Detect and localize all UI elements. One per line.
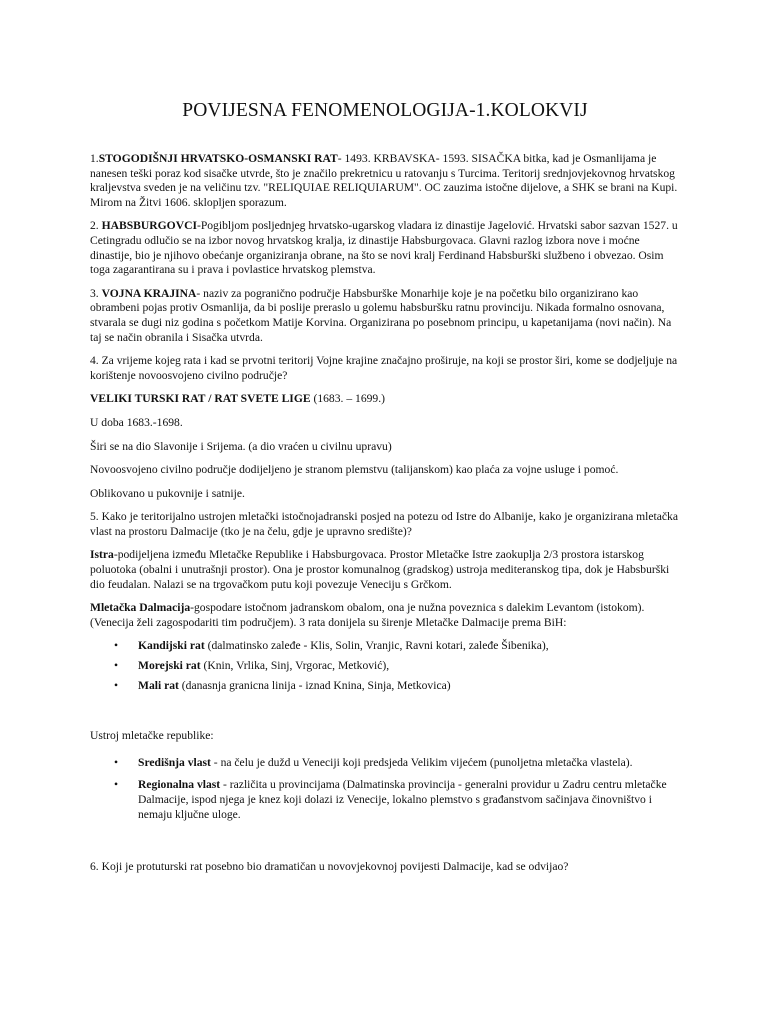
wars-list — [90, 639, 680, 693]
war-term: Morejski rat — [138, 659, 201, 673]
q1-term: STOGODIŠNJI HRVATSKO-OSMANSKI RAT — [98, 152, 338, 165]
vlast-text: - različita u provincijama (Dalmatinska provincija - generalni providur u Zadru centru mletačke Dalmacije, ispod njega je knez koji dolazi iz Venecije, lokalno plemstvo s građanstvom sačinjava činovništvo i nemaju ključne uloge. — [138, 778, 667, 821]
list-item — [90, 756, 680, 771]
bullet-icon: • — [114, 639, 119, 653]
bullet-icon: • — [114, 755, 119, 769]
vlast-term: Središnja vlast — [138, 755, 211, 769]
question-4: 4. Za vrijeme kojeg rata i kad se prvotni teritorij Vojne krajine značajno proširuje, na koji se prostor širi, kome se dodjeljuje na korištenje novoosvojeno civilno područje? — [90, 354, 678, 382]
bullet-icon: • — [114, 678, 119, 692]
vlast-term: Regionalna vlast — [138, 778, 221, 792]
question-5: 5. Kako je teritorijalno ustrojen mletački istočnojadranski posjed na potezu od Istre do Albanije, kako je organizirana mletačka vlast na prostoru Dalmacije (tko je na čelu, gdje je upravno središte)? — [90, 510, 678, 538]
veliki-years: (1683. – 1699.) — [310, 392, 385, 406]
q1-text: - 1493. KRBAVSKA- 1593. SISAČKA bitka, kad je Osmanlijama je nanesen teški poraz kod sisačke utvrde, što je značilo prekretnicu u ratovanju s Turcima. Teritorij srednjovjekovnog hrvatskog kraljevstva sveden je na veličinu tzv. "RELIQUIAE RELIQUIARUM". OC zauzima istočne dijelove, a SHK se brani na Kupi. Mirom na Žitvi 1606. sklopljen sporazum. — [90, 152, 678, 209]
dalmacija-term: Mletačka Dalmacija — [90, 601, 191, 615]
q3-text: - naziv za pogranično područje Habsburške Monarhije koje je na početku bilo organizirano kao obrambeni pojas protiv Osmanlija, da bi poslije preraslo u golemu habsburšku ratnu provinciju. Nikada formalno osnovana, stvarala se dugi niz godina s početkom Matije Korvina. Organizirana po posebnom principu, u kapetanijama (novi način). Na taj se način obranila i Sisačka utvrda. — [90, 286, 672, 344]
q2-term: HABSBURGOVCI — [101, 219, 197, 233]
question-6: 6. Koji je protuturski rat posebno bio dramatičan u novovjekovnoj povijesti Dalmacije, kad se odvijao? — [90, 860, 569, 874]
document-title: POVIJESNA FENOMENOLOGIJA-1.KOLOKVIJ — [182, 100, 588, 121]
list-item — [90, 659, 680, 674]
war-text: (Knin, Vrlika, Sinj, Vrgorac, Metković), — [200, 659, 390, 673]
veliki-line-4: Oblikovano u pukovnije i satnije. — [90, 486, 245, 500]
bullet-icon: • — [114, 659, 119, 673]
war-term: Kandijski rat — [138, 639, 205, 653]
veliki-line-1: U doba 1683.-1698. — [90, 415, 183, 429]
dalmacija-text: -gospodare istočnom jadranskom obalom, ona je nužna poveznica s dalekim Levantom (istokom). (Venecija želi zagospodariti tim područjem). 3 rata donijela su širenje Mletačke Dalmacije prema BiH: — [90, 601, 645, 629]
paragraph-q2 — [90, 219, 680, 277]
ustroj-heading: Ustroj mletačke republike: — [90, 729, 214, 743]
paragraph-istra — [90, 548, 680, 592]
bullet-icon: • — [114, 778, 119, 792]
vlast-list — [90, 756, 680, 822]
q2-text: -Pogibljom posljednjeg hrvatsko-ugarskog vladara iz dinastije Jagelović. Hrvatski sabor sazvan 1527. u Cetingradu odlučio se na izbor novog hrvatskog kralja, iz dinastije Habsburgovaca. Glavni razlog izbora nove i moćne dinastije, bio je njihovo obećanje organiziranja obrane, na što se novi kralj Ferdinand Habsburški službeno i obvezao. Osim toga zagarantirana su i prava i povlastice hrvatskog plemstva. — [90, 219, 678, 277]
istra-text: -podijeljena između Mletačke Republike i Habsburgovaca. Prostor Mletačke Istre zaokuplja 2/3 prostora istarskog poluotoka (obalni i unutrašnji prostor). Ona je prostor komunalnog (gradskog) ustroja mediteranskog tipa, dok je Habsburški dio feudalan. Nalazi se na trgovačkom putu koji povezuje Veneciju s Grčkom. — [90, 548, 670, 591]
paragraph-q1 — [90, 152, 680, 210]
list-item — [90, 778, 680, 822]
veliki-line-2: Širi se na dio Slavonije i Srijema. (a dio vraćen u civilnu upravu) — [90, 439, 392, 453]
war-text: (danasnja granicna linija - iznad Knina, Sinja, Metkovica) — [178, 678, 451, 692]
document-page — [90, 0, 680, 875]
vlast-text: - na čelu je dužd u Veneciji koji predsjeda Velikim vijećem (punoljetna mletačka vlastela). — [210, 755, 633, 769]
list-item — [90, 639, 680, 654]
istra-term: Istra — [90, 548, 114, 562]
veliki-heading-text: VELIKI TURSKI RAT / RAT SVETE LIGE — [90, 392, 311, 406]
war-text: (dalmatinsko zaleđe - Klis, Solin, Vranjic, Ravni kotari, zaleđe Šibenika), — [204, 639, 549, 653]
q3-term: VOJNA KRAJINA — [101, 286, 197, 300]
q3-number: 3. — [90, 286, 99, 300]
paragraph-dalmacija — [90, 601, 680, 630]
q1-number: 1. — [90, 152, 99, 165]
list-item — [90, 679, 680, 694]
q2-number: 2. — [90, 219, 99, 233]
paragraph-q3 — [90, 287, 680, 345]
veliki-turski-rat-heading — [90, 392, 680, 407]
veliki-line-3: Novoosvojeno civilno područje dodijeljeno je stranom plemstvu (talijanskom) kao plaća za vojne usluge i pomoć. — [90, 463, 619, 477]
war-term: Mali rat — [138, 678, 179, 692]
